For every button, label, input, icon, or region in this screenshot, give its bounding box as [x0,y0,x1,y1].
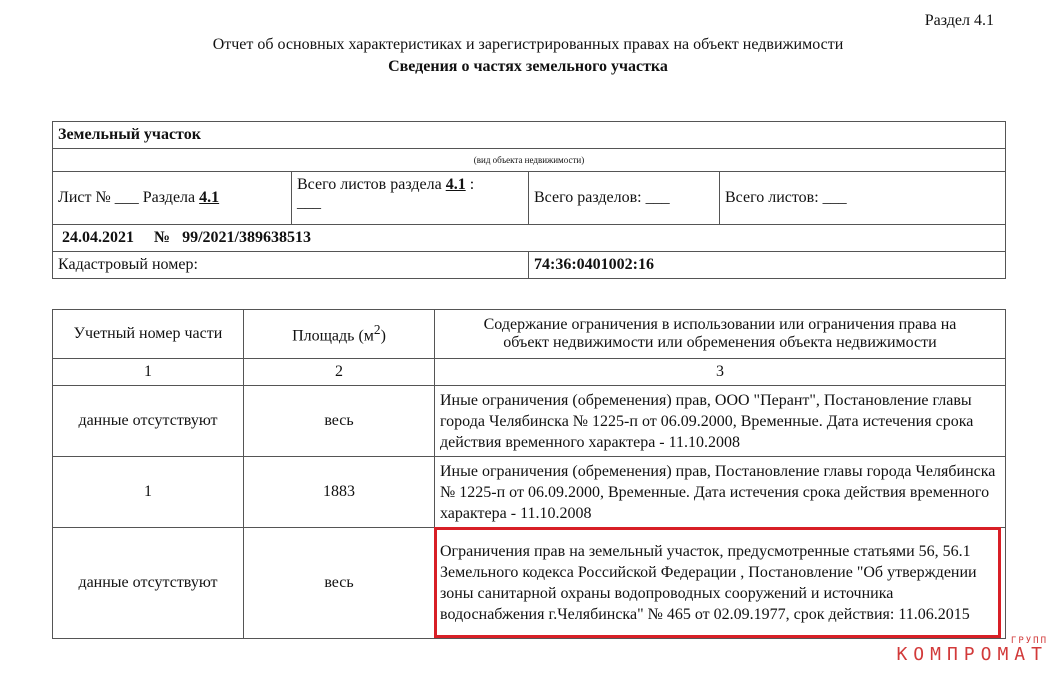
total-sheets-section-label: Всего листов раздела [297,176,442,193]
report-number: 99/2021/389638513 [182,229,311,246]
total-sheets-section-value: 4.1 [445,176,466,193]
column-number-2: 2 [244,359,435,386]
part-number: 1 [53,457,244,528]
column-number-1: 1 [53,359,244,386]
total-sheets: Всего листов: ___ [720,172,1006,225]
object-type: Земельный участок [53,122,1006,149]
report-date: 24.04.2021 [62,229,134,246]
part-number: данные отсутствуют [53,528,244,639]
column-header-content: Содержание ограничения в использовании или ограничения права на объект недвижимости или обременения объекта недвижимости [435,310,1006,359]
section-number: Раздел 4.1 [924,12,994,29]
date-number-cell [53,225,1006,252]
sheet-label: Лист № ___ Раздела [58,189,196,206]
land-parts-table [52,309,1006,639]
total-sections: Всего разделов: ___ [529,172,720,225]
table-row [53,528,1006,639]
report-title: Отчет об основных характеристиках и зарегистрированных правах на объект недвижимости [212,36,844,53]
total-sheets-section-suffix: : [469,176,475,193]
total-sheets-section-cell [292,172,529,225]
total-sheets-section-blank: ___ [297,194,321,211]
part-area: весь [244,386,435,457]
object-type-caption: (вид объекта недвижимости) [53,149,1006,172]
part-restriction: Ограничения прав на земельный участок, предусмотренные статьями 56, 56.1 Земельного кодекса Российской Федерации , Постановление "Об утверждении зоны санитарной охраны водопроводных сооружений и источника водоснабжения г.Челябинска" № 465 от 02.09.1977, срок действия: 11.06.2015 [435,528,1006,639]
report-subtitle: Сведения о частях земельного участка [388,58,668,75]
cadastral-label: Кадастровый номер: [53,252,529,279]
part-area: 1883 [244,457,435,528]
area-unit-superscript: 2 [373,322,381,338]
object-info-table [52,121,1006,279]
watermark-logo [896,636,1048,664]
part-restriction: Иные ограничения (обременения) прав, ООО "Перант", Постановление главы города Челябинска № 1225-п от 06.09.2000, Временные. Дата истечения срока действия временного характера - 11.10.2008 [435,386,1006,457]
table-row [53,386,1006,457]
table-row [53,457,1006,528]
sheet-number-cell [53,172,292,225]
cadastral-number: 74:36:0401002:16 [529,252,1006,279]
column-header-area: Площадь $(м^2)$ [244,310,435,359]
part-number: данные отсутствуют [53,386,244,457]
number-sign: № [154,229,171,246]
part-restriction: Иные ограничения (обременения) прав, Постановление главы города Челябинска № 1225-п от 06.09.2000, Временные. Дата истечения срока действия временного характера - 11.10.2008 [435,457,1006,528]
watermark-main-text: КОМПРОМАТ [896,644,1048,665]
column-number-3: 3 [435,359,1006,386]
column-header-part-number: Учетный номер части [53,310,244,359]
part-area: весь [244,528,435,639]
watermark-small-text: ГРУПП [1010,636,1048,646]
sheet-section: 4.1 [199,189,220,206]
